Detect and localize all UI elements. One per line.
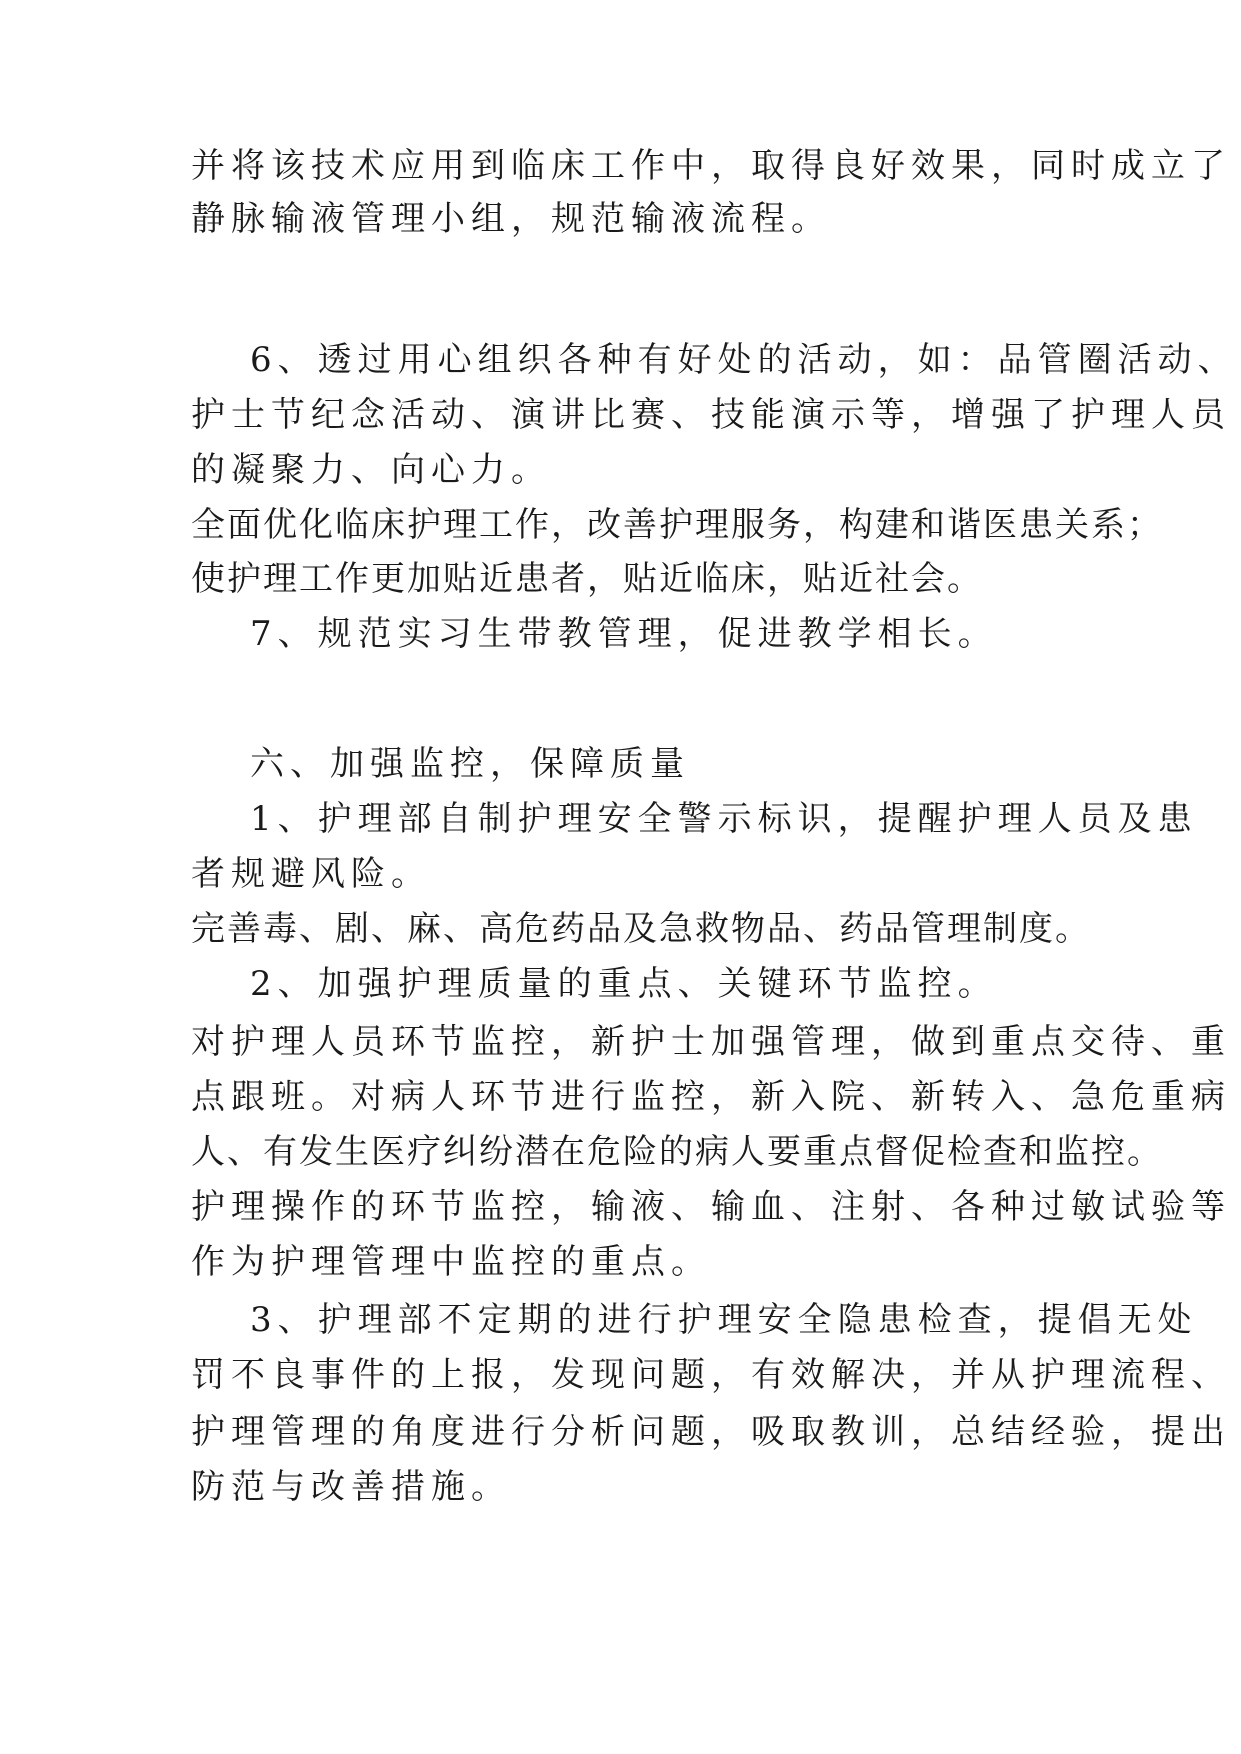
text-line: 6、透过用心组织各种有好处的活动，如：品管圈活动、 — [250, 340, 1238, 380]
text-line: 使护理工作更加贴近患者，贴近临床，贴近社会。 — [191, 559, 983, 599]
text-line: 全面优化临床护理工作，改善护理服务，构建和谐医患关系； — [191, 505, 1163, 545]
text-line: 者规避风险。 — [191, 854, 431, 894]
text-line: 完善毒、剧、麻、高危药品及急救物品、药品管理制度。 — [191, 909, 1091, 949]
text-line: 3、护理部不定期的进行护理安全隐患检查，提倡无处 — [250, 1300, 1198, 1340]
text-line: 静脉输液管理小组，规范输液流程。 — [191, 199, 831, 239]
section-heading: 六、加强监控，保障质量 — [250, 744, 690, 784]
text-line: 对护理人员环节监控，新护士加强管理，做到重点交待、重 — [191, 1022, 1231, 1062]
text-line: 作为护理管理中监控的重点。 — [191, 1242, 711, 1282]
text-line: 2、加强护理质量的重点、关键环节监控。 — [250, 964, 998, 1004]
text-line: 防范与改善措施。 — [191, 1467, 511, 1507]
text-line: 并将该技术应用到临床工作中，取得良好效果，同时成立了 — [191, 146, 1231, 186]
text-line: 点跟班。对病人环节进行监控，新入院、新转入、急危重病 — [191, 1077, 1231, 1117]
text-line: 护理操作的环节监控，输液、输血、注射、各种过敏试验等 — [191, 1187, 1231, 1227]
text-line: 7、规范实习生带教管理，促进教学相长。 — [250, 614, 998, 654]
text-line: 罚不良事件的上报，发现问题，有效解决，并从护理流程、 — [191, 1355, 1231, 1395]
text-line: 护士节纪念活动、演讲比赛、技能演示等，增强了护理人员 — [191, 395, 1231, 435]
text-line: 1、护理部自制护理安全警示标识，提醒护理人员及患 — [250, 799, 1198, 839]
text-line: 护理管理的角度进行分析问题，吸取教训，总结经验，提出 — [191, 1412, 1231, 1452]
text-line: 人、有发生医疗纠纷潜在危险的病人要重点督促检查和监控。 — [191, 1132, 1163, 1172]
text-line: 的凝聚力、向心力。 — [191, 450, 551, 490]
